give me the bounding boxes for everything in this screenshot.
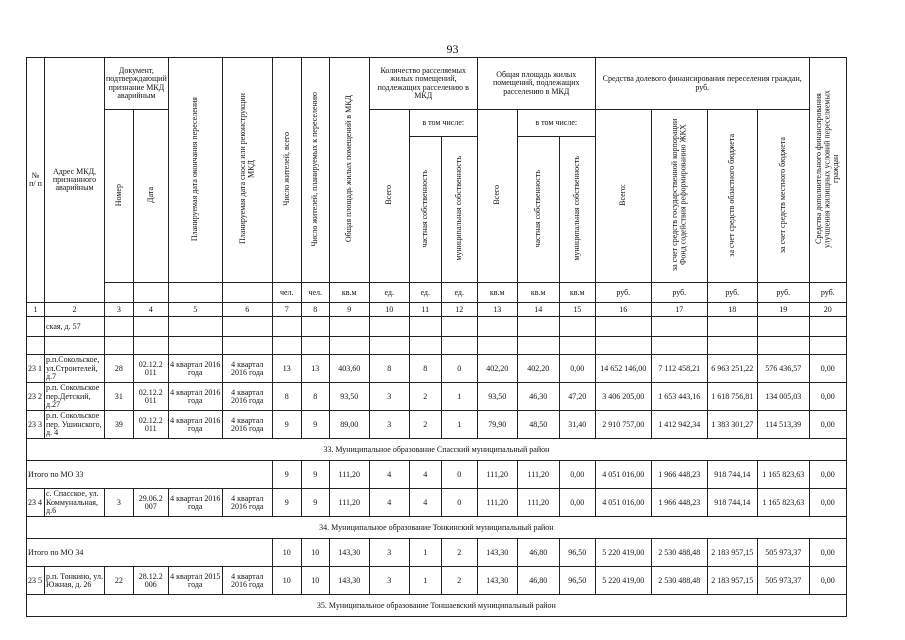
cell: 111,20 bbox=[517, 489, 559, 517]
carry-over-row bbox=[27, 317, 847, 337]
cell: 143,30 bbox=[477, 567, 517, 595]
planned-demolition: 4 квартал 2016 года bbox=[222, 355, 272, 383]
cell: 0,00 bbox=[809, 461, 846, 489]
cell: 576 436,57 bbox=[757, 355, 809, 383]
cell: 10 bbox=[301, 539, 329, 567]
table-row bbox=[27, 411, 847, 439]
cell: 0 bbox=[441, 489, 477, 517]
index-cell: 1 bbox=[27, 303, 45, 317]
cell: 134 005,03 bbox=[757, 383, 809, 411]
index-cell: 5 bbox=[168, 303, 222, 317]
cell: 5 220 419,00 bbox=[595, 567, 651, 595]
cell: 111,20 bbox=[477, 489, 517, 517]
planned-demolition: 4 квартал 2016 года bbox=[222, 411, 272, 439]
area-municipal-header: муниципальная собственность bbox=[559, 136, 595, 283]
cell: 2 530 488,48 bbox=[651, 539, 707, 567]
cell: 5 220 419,00 bbox=[595, 539, 651, 567]
index-cell: 10 bbox=[369, 303, 409, 317]
cell: 4 bbox=[369, 489, 409, 517]
cell: 1 383 301,27 bbox=[707, 411, 757, 439]
cell: 0,00 bbox=[809, 383, 846, 411]
cell: 0,00 bbox=[559, 489, 595, 517]
row-number: 23 3 bbox=[27, 411, 45, 439]
unit-cell: кв.м bbox=[477, 283, 517, 303]
col-num-header: № п/ п bbox=[27, 58, 45, 303]
unit-cell: кв.м bbox=[517, 283, 559, 303]
index-cell: 8 bbox=[301, 303, 329, 317]
row-number: 23 1 bbox=[27, 355, 45, 383]
planned-end: 4 квартал 2016 года bbox=[168, 411, 222, 439]
cell: 0,00 bbox=[809, 489, 846, 517]
doc-date: 02.12.2 011 bbox=[133, 411, 168, 439]
index-cell: 17 bbox=[651, 303, 707, 317]
index-cell: 6 bbox=[222, 303, 272, 317]
cell: 7 112 458,21 bbox=[651, 355, 707, 383]
cell: 3 bbox=[369, 567, 409, 595]
cell: 8 bbox=[409, 355, 441, 383]
cell: 79,90 bbox=[477, 411, 517, 439]
header-row-2 bbox=[27, 110, 847, 137]
total-row bbox=[27, 539, 847, 567]
cell: 0,00 bbox=[809, 411, 846, 439]
cell: 143,30 bbox=[477, 539, 517, 567]
cell: 111,20 bbox=[477, 461, 517, 489]
fund-local-header: за счет средств местного бюджета bbox=[757, 110, 809, 283]
row-number: 23 4 bbox=[27, 489, 45, 517]
cell: 1 412 942,34 bbox=[651, 411, 707, 439]
table-row bbox=[27, 567, 847, 595]
cell: 1 618 756,81 bbox=[707, 383, 757, 411]
cell: 0,00 bbox=[559, 355, 595, 383]
section-title: 34. Муниципальное образование Тонкинский муниципальный район bbox=[27, 517, 847, 539]
cell: 4 bbox=[369, 461, 409, 489]
cell: 46,80 bbox=[517, 539, 559, 567]
cell: 111,20 bbox=[329, 461, 369, 489]
cell: 47,20 bbox=[559, 383, 595, 411]
index-cell: 16 bbox=[595, 303, 651, 317]
unit-cell: ед. bbox=[409, 283, 441, 303]
spacer-row bbox=[27, 337, 847, 355]
row-number: 23 5 bbox=[27, 567, 45, 595]
planned-end: 4 квартал 2016 года bbox=[168, 383, 222, 411]
cell: 3 bbox=[369, 539, 409, 567]
cell: 1 bbox=[409, 539, 441, 567]
cell: 96,50 bbox=[559, 567, 595, 595]
table-row bbox=[27, 383, 847, 411]
index-cell: 3 bbox=[105, 303, 134, 317]
index-cell: 11 bbox=[409, 303, 441, 317]
qty-incl-header: в том числе: bbox=[409, 110, 477, 137]
cell: 143,30 bbox=[329, 567, 369, 595]
fund-regional-header: за счет средств областного бюджета bbox=[707, 110, 757, 283]
cell: 4 bbox=[409, 489, 441, 517]
index-cell: 19 bbox=[757, 303, 809, 317]
cell: 1 653 443,16 bbox=[651, 383, 707, 411]
total-row bbox=[27, 461, 847, 489]
funds-group-header: Средства долевого финансирования переселения граждан, руб. bbox=[595, 58, 809, 110]
unit-cell: руб. bbox=[757, 283, 809, 303]
qty-group-header: Количество расселяемых жилых помещений, подлежащих расселению в МКД bbox=[369, 58, 477, 110]
cell: 93,50 bbox=[329, 383, 369, 411]
cell: 9 bbox=[272, 489, 301, 517]
unit-cell: кв.м bbox=[329, 283, 369, 303]
doc-date-header: Дата bbox=[133, 110, 168, 283]
fund-extra-header: Средства дополнительного финансирования улучшения жилищных условий переселяемых граждан bbox=[809, 58, 846, 283]
cell: 2 bbox=[441, 567, 477, 595]
planned-end: 4 квартал 2016 года bbox=[168, 355, 222, 383]
cell: 2 bbox=[441, 539, 477, 567]
cell: 9 bbox=[301, 489, 329, 517]
cell: 2 183 957,15 bbox=[707, 567, 757, 595]
cell: 0 bbox=[441, 355, 477, 383]
cell: 31,40 bbox=[559, 411, 595, 439]
doc-number: 28 bbox=[105, 355, 134, 383]
cell: 4 bbox=[409, 461, 441, 489]
doc-group-header: Документ, подтверждающий признание МКД аварийным bbox=[105, 58, 169, 110]
planned-end: 4 квартал 2016 года bbox=[168, 489, 222, 517]
section-row bbox=[27, 439, 847, 461]
cell: 3 bbox=[369, 411, 409, 439]
cell: 402,20 bbox=[517, 355, 559, 383]
cell: 1 bbox=[441, 411, 477, 439]
planned-end-header: Планируемая дата окончания переселения bbox=[168, 58, 222, 283]
area-group-header: Общая площадь жилых помещений, подлежащих расселению в МКД bbox=[477, 58, 595, 110]
section-row bbox=[27, 595, 847, 617]
doc-date: 02.12.2 011 bbox=[133, 383, 168, 411]
planned-demolition-header: Планируемая дата сноса или реконструкции МКД bbox=[222, 58, 272, 283]
area-private-header: частная собственность bbox=[517, 136, 559, 283]
cell: 1 966 448,23 bbox=[651, 461, 707, 489]
cell: 1 966 448,23 bbox=[651, 489, 707, 517]
unit-cell: руб. bbox=[707, 283, 757, 303]
cell: 4 051 016,00 bbox=[595, 461, 651, 489]
residents-total-header: Число жителей, всего bbox=[272, 58, 301, 283]
cell: 403,60 bbox=[329, 355, 369, 383]
carry-over-text: ская, д. 57 bbox=[45, 317, 105, 337]
index-cell: 18 bbox=[707, 303, 757, 317]
doc-number-header: Номер bbox=[105, 110, 134, 283]
total-label: Итого по МО 34 bbox=[27, 539, 273, 567]
cell: 402,20 bbox=[477, 355, 517, 383]
cell: 505 973,37 bbox=[757, 567, 809, 595]
cell: 9 bbox=[272, 461, 301, 489]
cell: 46,30 bbox=[517, 383, 559, 411]
cell: 2 530 488,48 bbox=[651, 567, 707, 595]
units-row bbox=[27, 283, 847, 303]
col-address-header: Адрес МКД, признанного аварийным bbox=[45, 58, 105, 303]
cell: 13 bbox=[301, 355, 329, 383]
cell: 9 bbox=[301, 461, 329, 489]
unit-cell: руб. bbox=[595, 283, 651, 303]
cell: 10 bbox=[301, 567, 329, 595]
residents-planned-header: Число жителей, планируемых к переселению bbox=[301, 58, 329, 283]
cell: 0,00 bbox=[809, 539, 846, 567]
cell: 10 bbox=[272, 539, 301, 567]
cell: 1 bbox=[441, 383, 477, 411]
cell: 96,50 bbox=[559, 539, 595, 567]
page-number: 93 bbox=[446, 42, 459, 56]
cell: 0 bbox=[441, 461, 477, 489]
cell: 114 513,39 bbox=[757, 411, 809, 439]
cell: 918 744,14 bbox=[707, 461, 757, 489]
section-title: 33. Муниципальное образование Спасский муниципальный район bbox=[27, 439, 847, 461]
area-total-header: Всего bbox=[477, 110, 517, 283]
table-row bbox=[27, 355, 847, 383]
doc-date: 28.12.2 006 bbox=[133, 567, 168, 595]
section-title: 35. Муниципальное образование Тоншаевский муниципальный район bbox=[27, 595, 847, 617]
resettlement-table bbox=[26, 57, 847, 617]
cell: 1 165 823,63 bbox=[757, 489, 809, 517]
funds-total-header: Всего: bbox=[595, 110, 651, 283]
cell: 4 051 016,00 bbox=[595, 489, 651, 517]
cell: 8 bbox=[369, 355, 409, 383]
cell: 9 bbox=[301, 411, 329, 439]
unit-cell: чел. bbox=[272, 283, 301, 303]
cell: 8 bbox=[301, 383, 329, 411]
cell: 2 bbox=[409, 383, 441, 411]
row-number: 23 2 bbox=[27, 383, 45, 411]
index-cell: 20 bbox=[809, 303, 846, 317]
cell: 10 bbox=[272, 567, 301, 595]
cell: 2 910 757,00 bbox=[595, 411, 651, 439]
doc-date: 29.06.2 007 bbox=[133, 489, 168, 517]
unit-cell: ед. bbox=[441, 283, 477, 303]
cell: 918 744,14 bbox=[707, 489, 757, 517]
cell: 48,50 bbox=[517, 411, 559, 439]
unit-cell: руб. bbox=[809, 283, 846, 303]
cell: 13 bbox=[272, 355, 301, 383]
planned-demolition: 4 квартал 2016 года bbox=[222, 383, 272, 411]
cell: 0,00 bbox=[809, 567, 846, 595]
qty-total-header: Всего bbox=[369, 110, 409, 283]
row-address: с. Спасское, ул. Коммунальная, д.6 bbox=[45, 489, 105, 517]
planned-demolition: 4 квартал 2016 года bbox=[222, 489, 272, 517]
index-cell: 13 bbox=[477, 303, 517, 317]
qty-private-header: частная собственность bbox=[409, 136, 441, 283]
cell: 93,50 bbox=[477, 383, 517, 411]
cell: 0,00 bbox=[809, 355, 846, 383]
cell: 46,80 bbox=[517, 567, 559, 595]
unit-cell: чел. bbox=[301, 283, 329, 303]
total-area-header: Общая площадь жилых помещений в МКД bbox=[329, 58, 369, 283]
index-cell: 9 bbox=[329, 303, 369, 317]
cell: 89,00 bbox=[329, 411, 369, 439]
table-row bbox=[27, 489, 847, 517]
cell: 3 bbox=[369, 383, 409, 411]
planned-end: 4 квартал 2015 года bbox=[168, 567, 222, 595]
index-cell: 14 bbox=[517, 303, 559, 317]
row-address: р.п. Тонкино, ул. Южная, д. 26 bbox=[45, 567, 105, 595]
cell: 2 bbox=[409, 411, 441, 439]
area-incl-header: в том числе: bbox=[517, 110, 595, 137]
planned-demolition: 4 квартал 2016 года bbox=[222, 567, 272, 595]
cell: 1 bbox=[409, 567, 441, 595]
unit-cell: кв.м bbox=[559, 283, 595, 303]
cell: 143,30 bbox=[329, 539, 369, 567]
header-row-1 bbox=[27, 58, 847, 110]
cell: 111,20 bbox=[329, 489, 369, 517]
index-cell: 7 bbox=[272, 303, 301, 317]
cell: 3 406 205,00 bbox=[595, 383, 651, 411]
cell: 1 165 823,63 bbox=[757, 461, 809, 489]
unit-cell: руб. bbox=[651, 283, 707, 303]
index-cell: 12 bbox=[441, 303, 477, 317]
index-cell: 2 bbox=[45, 303, 105, 317]
doc-date: 02.12.2 011 bbox=[133, 355, 168, 383]
cell: 505 973,37 bbox=[757, 539, 809, 567]
index-cell: 4 bbox=[133, 303, 168, 317]
index-cell: 15 bbox=[559, 303, 595, 317]
cell: 14 652 146,00 bbox=[595, 355, 651, 383]
doc-number: 39 bbox=[105, 411, 134, 439]
row-address: р.п.Сокольское, ул.Строителей, д.7 bbox=[45, 355, 105, 383]
cell: 111,20 bbox=[517, 461, 559, 489]
total-label: Итого по МО 33 bbox=[27, 461, 273, 489]
cell: 8 bbox=[272, 383, 301, 411]
cell: 6 963 251,22 bbox=[707, 355, 757, 383]
doc-number: 3 bbox=[105, 489, 134, 517]
column-index-row bbox=[27, 303, 847, 317]
cell: 9 bbox=[272, 411, 301, 439]
doc-number: 22 bbox=[105, 567, 134, 595]
fund-state-header: за счет средств государственной корпорации Фонд содействия реформированию ЖКХ bbox=[651, 110, 707, 283]
section-row bbox=[27, 517, 847, 539]
cell: 0,00 bbox=[559, 461, 595, 489]
doc-number: 31 bbox=[105, 383, 134, 411]
row-address: р.п. Сокольское пер.Детский, д.27 bbox=[45, 383, 105, 411]
unit-cell: ед. bbox=[369, 283, 409, 303]
row-address: р.п. Сокольское пер. Ушинского, д. 4 bbox=[45, 411, 105, 439]
qty-municipal-header: муниципальная собственность bbox=[441, 136, 477, 283]
cell: 2 183 957,15 bbox=[707, 539, 757, 567]
